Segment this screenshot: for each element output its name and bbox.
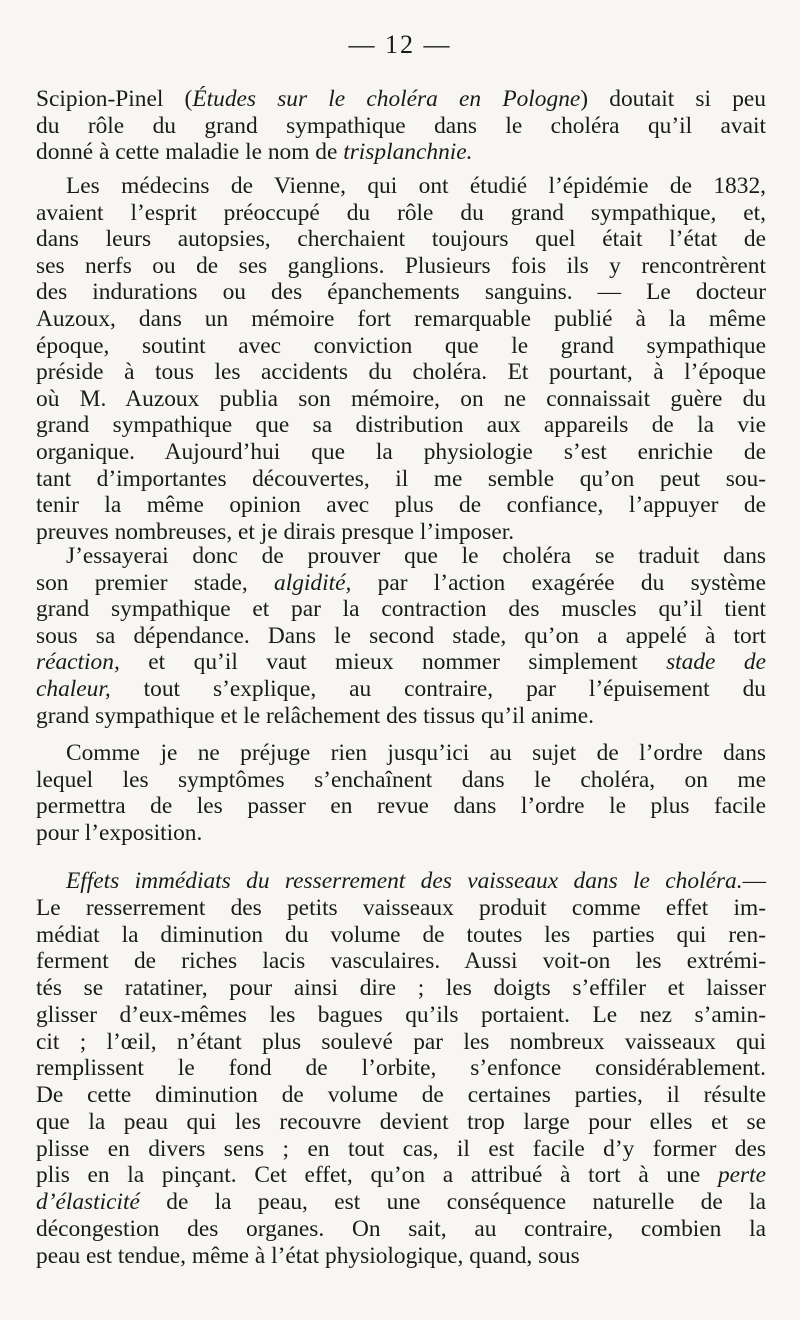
text-line [36, 332, 766, 359]
text-line [36, 651, 766, 674]
text-segment: organique. Aujourd’hui que la physiologie s’est enrichie de [36, 438, 766, 465]
italic-text: perte [717, 1162, 766, 1189]
text-segment: tant d’importantes découvertes, il me semble qu’on peut sou- [36, 465, 766, 492]
text-segment: pour l’exposition. [36, 819, 203, 846]
text-segment: ses nerfs ou de ses ganglions. Plusieurs fois ils y rencontrèrent [36, 252, 766, 279]
text-segment: époque, soutint avec conviction que le grand sympathique [36, 332, 766, 359]
text-segment: de la peau, est une conséquence naturelle de la [139, 1189, 766, 1215]
text-line [36, 819, 766, 846]
text-line [36, 569, 766, 596]
text-segment: par l’action exagérée du système [351, 569, 766, 596]
text-segment: Auzoux, dans un mémoire fort remarquable publié à la même [36, 305, 766, 332]
text-line [36, 1135, 766, 1162]
italic-text: Études sur le choléra en Pologne [192, 86, 581, 112]
text-segment: preuves nombreuses, et je dirais presque l’imposer. [36, 518, 515, 545]
text-line [36, 702, 766, 729]
text-segment: grand sympathique et par la contraction des muscles qu’il tient [36, 596, 766, 623]
text-segment: peau est tendue, même à l’état physiologique, quand, sous [36, 1242, 580, 1269]
text-line [36, 361, 766, 384]
text-segment: plis en la pinçant. Cet effet, qu’on a attribué à tort à une [36, 1162, 718, 1189]
text-line [36, 305, 766, 332]
text-line [36, 141, 766, 164]
text-line [36, 894, 766, 921]
text-line [36, 281, 766, 304]
text-line [36, 977, 766, 1000]
paragraph-stades-du-cholera [36, 545, 766, 728]
text-segment: remplissent le fond de l’orbite, s’enfonce considérablement. [36, 1055, 766, 1082]
page-number: — 12 — [348, 30, 452, 59]
text-line [36, 742, 766, 765]
text-segment: son premier stade, [36, 569, 275, 596]
text-line [36, 175, 766, 198]
paragraph-medecins-de-vienne [36, 175, 766, 544]
text-segment: permettra de les passer en revue dans l’ordre le plus facile [36, 793, 766, 820]
italic-text: d’élasticité [36, 1189, 140, 1215]
text-line [36, 414, 766, 437]
text-segment: Scipion-Pinel ( [36, 86, 193, 112]
text-segment: lequel les symptômes s’enchaînent dans le choléra, on me [36, 766, 766, 793]
text-line [36, 1191, 766, 1214]
text-line [36, 438, 766, 465]
text-line [36, 622, 766, 649]
text-segment: préside à tous les accidents du choléra. Et pourtant, à l’époque [36, 359, 766, 386]
text-segment: des indurations ou des épanchements sanguins. — Le docteur [36, 279, 766, 306]
italic-text: Effets immédiats du resserrement des vaisseaux dans le choléra. [66, 868, 743, 894]
text-line [36, 252, 766, 279]
text-segment: J’essayerai donc de prouver que le choléra se traduit dans [66, 543, 766, 569]
text-segment: Les médecins de Vienne, qui ont étudié l’épidémie de 1832, [66, 173, 766, 199]
text-segment: et qu’il vaut mieux nommer simplement [119, 649, 667, 676]
text-line [36, 870, 766, 893]
text-line [36, 385, 766, 412]
text-segment: Comme je ne préjuge rien jusqu’ici au sujet de l’ordre dans [66, 740, 766, 766]
text-segment: dans leurs autopsies, cherchaient toujours quel était l’état de [36, 226, 766, 253]
text-line [36, 494, 766, 517]
text-segment: De cette diminution de volume de certaines parties, il résulte [36, 1082, 766, 1108]
text-segment: Le resserrement des petits vaisseaux produit comme effet im- [36, 894, 766, 921]
text-segment: grand sympathique et le relâchement des tissus qu’il anime. [36, 702, 594, 729]
text-segment: décongestion des organes. On sait, au contraire, combien la [36, 1215, 766, 1242]
text-line [36, 112, 766, 139]
text-line [36, 921, 766, 948]
text-segment: ferment de riches lacis vasculaires. Aussi voit-on les extrémi- [36, 948, 766, 975]
text-line [36, 1242, 766, 1269]
text-segment: donné à cette maladie le nom de [36, 139, 344, 166]
text-segment: — [742, 868, 766, 894]
text-line [36, 1001, 766, 1028]
text-segment: où M. Auzoux publia son mémoire, on ne connaissait guère du [36, 385, 766, 412]
text-line [36, 795, 766, 818]
text-segment: glisser d’eux-mêmes les bagues qu’ils portaient. Le nez s’amin- [36, 1001, 766, 1028]
text-segment: sous sa dépendance. Dans le second stade, qu’on a appelé à tort [36, 622, 766, 649]
text-line [36, 465, 766, 492]
text-segment: ) doutait si peu [580, 86, 766, 112]
text-segment: cit ; l’œil, n’étant plus soulevé par les nombreux vaisseaux qui [36, 1028, 766, 1055]
text-segment: médiat la diminution du volume de toutes les parties qui ren- [36, 921, 766, 948]
text-line [36, 1215, 766, 1242]
text-segment: que la peau qui les recouvre devient trop large pour elles et se [36, 1108, 766, 1135]
text-line [36, 1028, 766, 1055]
text-segment: tenir la même opinion avec plus de confiance, l’appuyer de [36, 492, 766, 519]
italic-text: réaction, [36, 649, 120, 676]
text-line [36, 766, 766, 793]
text-line [36, 598, 766, 621]
text-line [36, 88, 766, 111]
paragraph-scipion-pinel [36, 88, 766, 164]
text-segment: avaient l’esprit préoccupé du rôle du grand sympathique, et, [36, 199, 766, 226]
text-line [36, 228, 766, 251]
italic-text: chaleur, [36, 675, 111, 702]
text-segment: du rôle du grand sympathique dans le choléra qu’il avait [36, 112, 766, 139]
text-line [36, 950, 766, 973]
text-segment: tout s’explique, au contraire, par l’épuisement du [110, 675, 766, 702]
text-segment: tés se ratatiner, pour ainsi dire ; les doigts s’effiler et laisser [36, 975, 766, 1001]
text-line [36, 199, 766, 226]
paragraph-effets-immediats [36, 870, 766, 1268]
italic-text: trisplanchnie. [343, 139, 473, 166]
text-line [36, 675, 766, 702]
text-line [36, 1057, 766, 1080]
italic-text: algidité, [274, 569, 352, 596]
text-line [36, 1084, 766, 1107]
text-segment: plisse en divers sens ; en tout cas, il est facile d’y former des [36, 1135, 766, 1162]
italic-text: stade de [666, 649, 766, 676]
text-segment: grand sympathique que sa distribution aux appareils de la vie [36, 412, 766, 439]
text-line [36, 1164, 766, 1187]
paragraph-ordre-des-symptomes [36, 742, 766, 845]
text-line [36, 1108, 766, 1135]
text-line [36, 518, 766, 545]
text-line [36, 545, 766, 568]
